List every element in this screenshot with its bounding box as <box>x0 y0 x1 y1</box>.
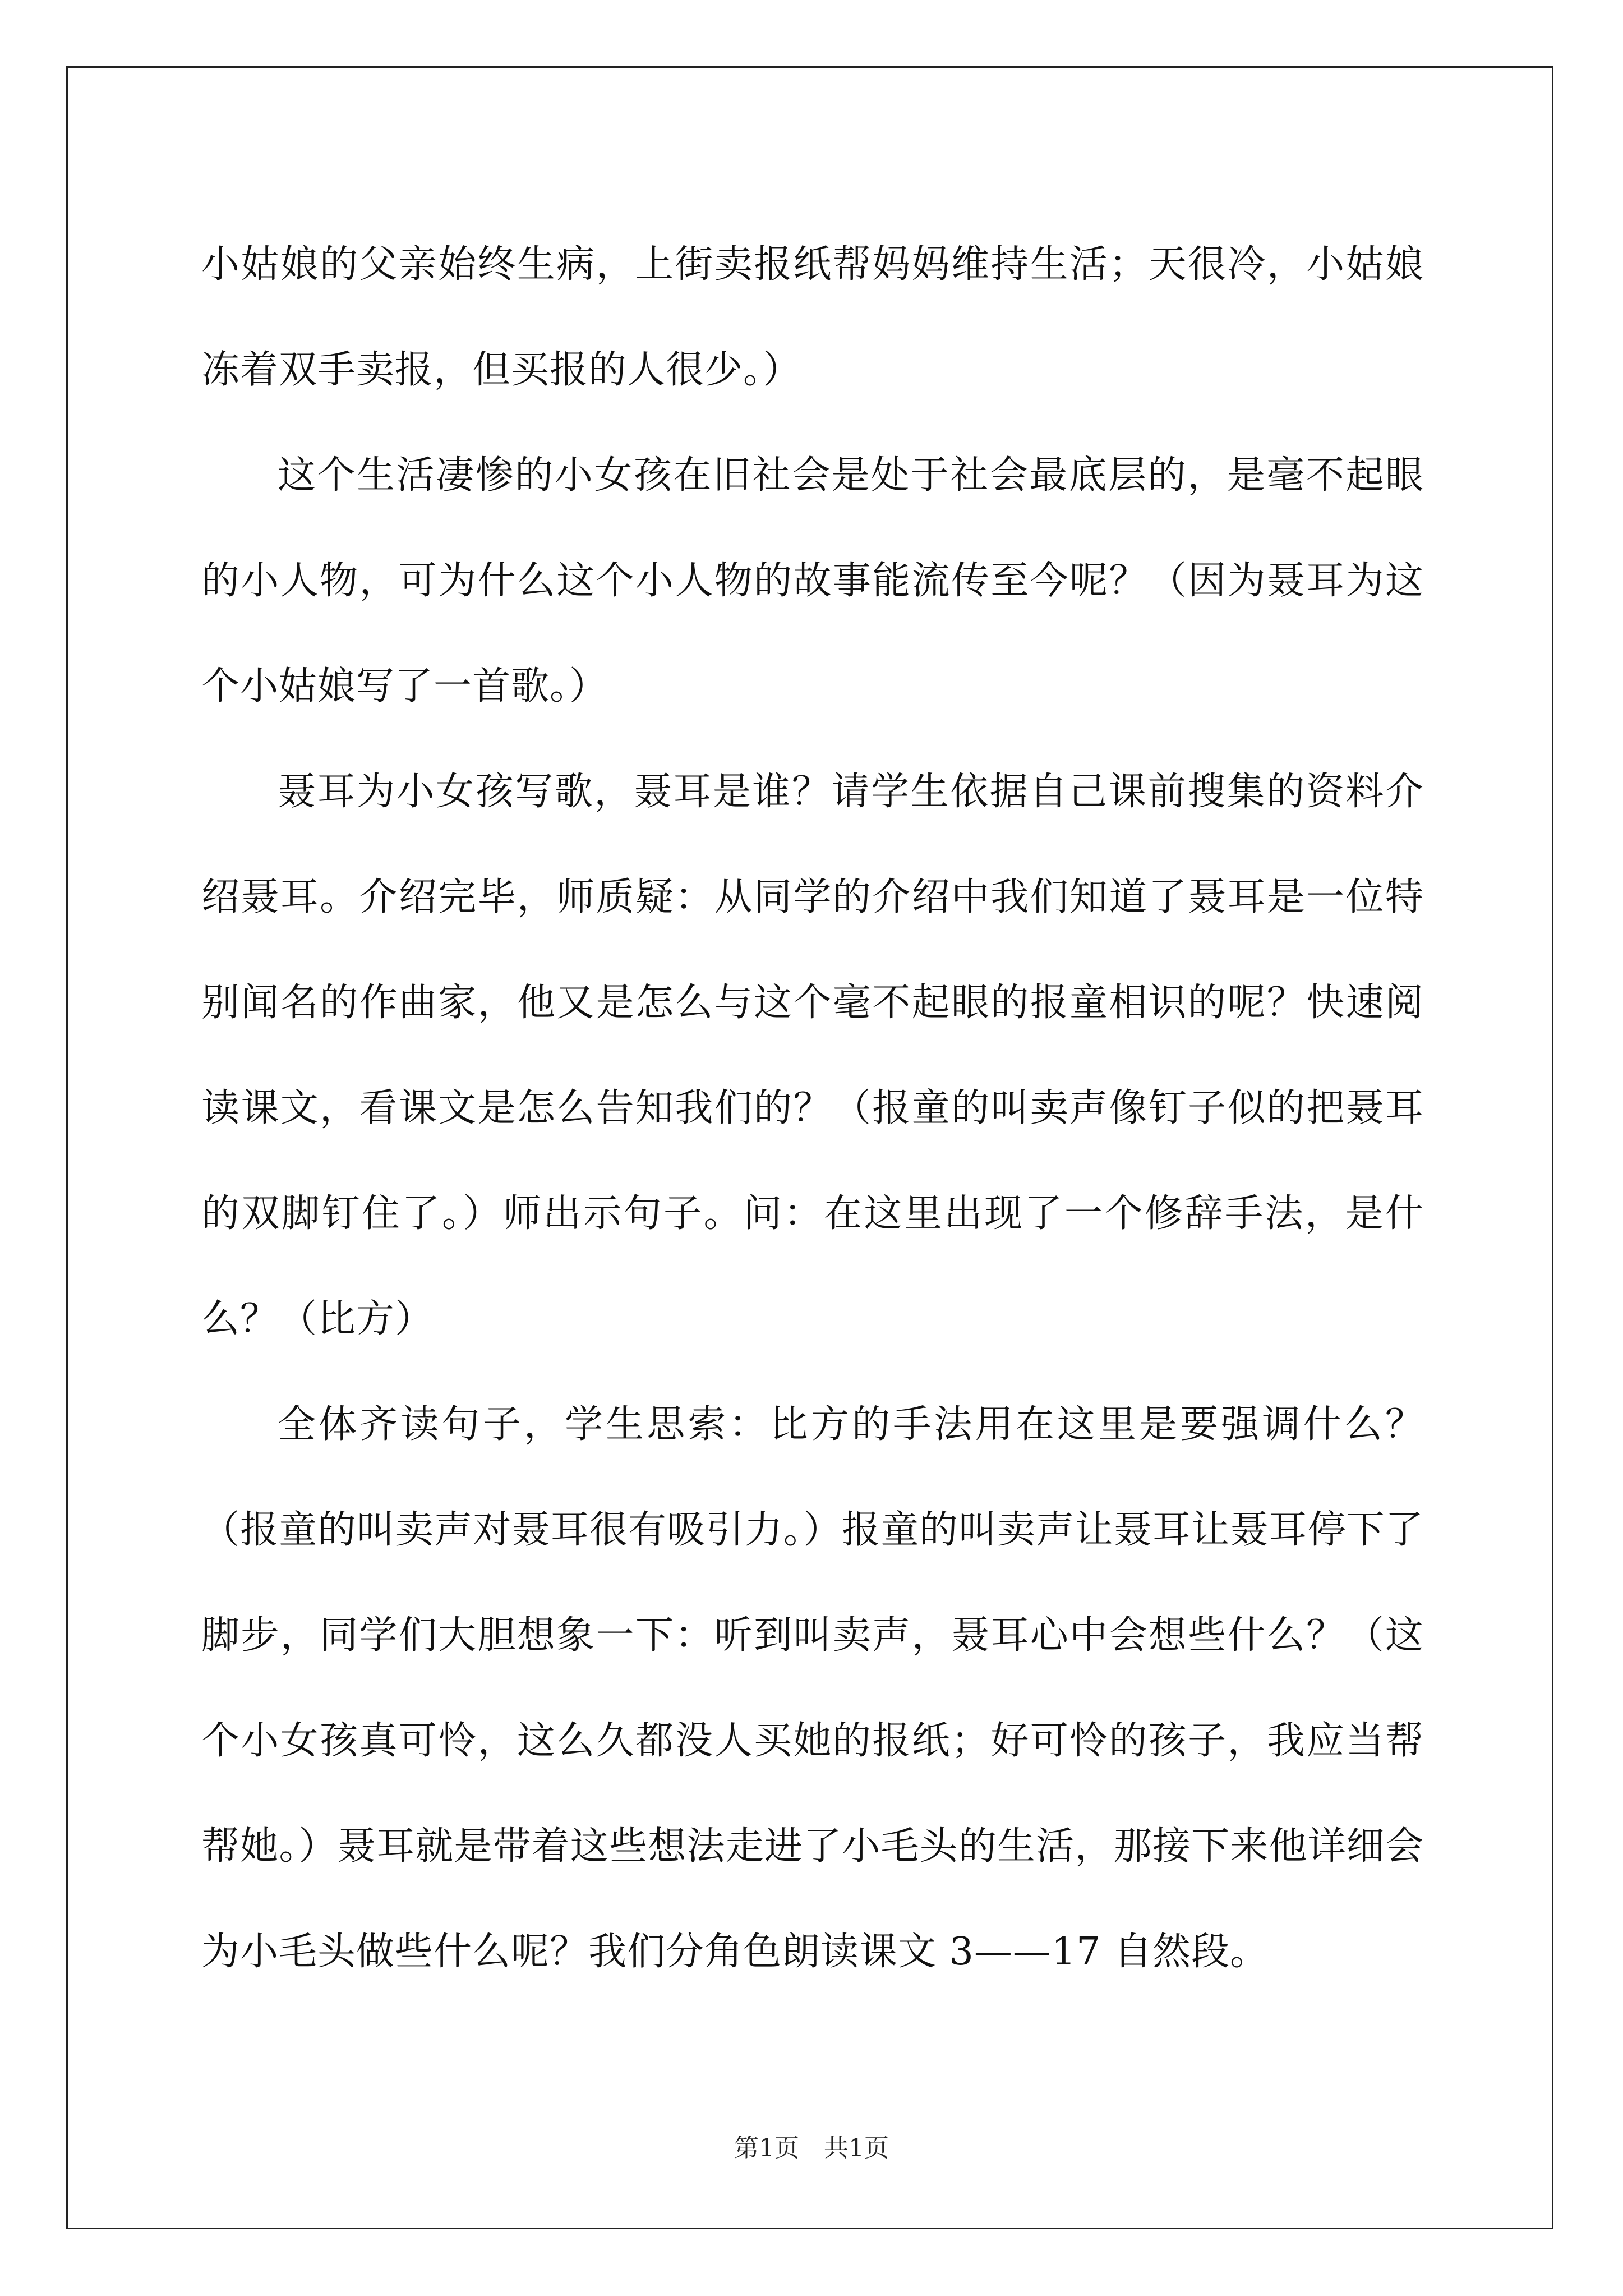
paragraph-4: 全体齐读句子，学生思索：比方的手法用在这里是要强调什么？（报童的叫卖声对聂耳很有吸引力。）报童的叫卖声让聂耳让聂耳停下了脚步，同学们大胆想象一下：听到叫卖声，聂耳心中会想些什么？（这个小女孩真可怜，这么久都没人买她的报纸；好可怜的孩子，我应当帮帮她。）聂耳就是带着这些想法走进了小毛头的生活，那接下来他详细会为小毛头做些什么呢？我们分角色朗读课文 3——17 自然段。 <box>201 1402 1424 1974</box>
paragraph-1: 小姑娘的父亲始终生病，上街卖报纸帮妈妈维持生活；天很冷，小姑娘冻着双手卖报，但买报的人很少。） <box>201 242 1424 392</box>
paragraph-3: 聂耳为小女孩写歌，聂耳是谁？请学生依据自己课前搜集的资料介绍聂耳。介绍完毕，师质疑：从同学的介绍中我们知道了聂耳是一位特别闻名的作曲家，他又是怎么与这个毫不起眼的报童相识的呢？快速阅读课文，看课文是怎么告知我们的？（报童的叫卖声像钉子似的把聂耳的双脚钉住了。）师出示句子。问：在这里出现了一个修辞手法，是什么？（比方） <box>201 770 1424 1341</box>
page-footer: 第1页 共1页 <box>734 2134 889 2162</box>
document-body <box>201 212 1424 2005</box>
paragraph-2: 这个生活凄惨的小女孩在旧社会是处于社会最底层的，是毫不起眼的小人物，可为什么这个小人物的故事能流传至今呢？（因为聂耳为这个小姑娘写了一首歌。） <box>201 453 1424 708</box>
